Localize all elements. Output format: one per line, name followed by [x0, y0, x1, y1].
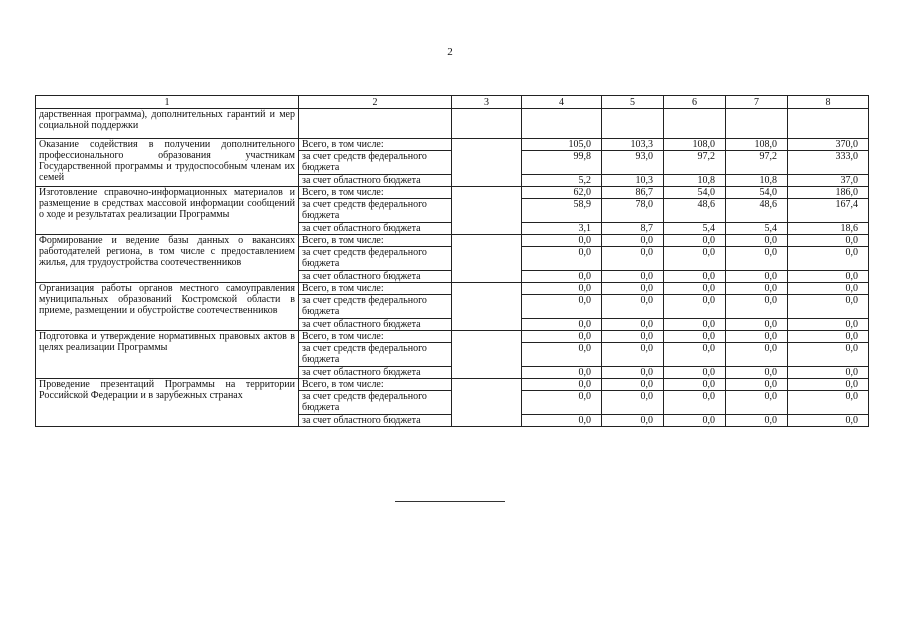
- amount-cell: 0,0: [788, 283, 869, 295]
- empty-cell: [664, 109, 726, 139]
- amount-cell: 0,0: [788, 235, 869, 247]
- header-cell: 3: [452, 96, 522, 109]
- continuation-text: дарственная программа), дополнительных гарантий и мер социальной поддержки: [36, 109, 299, 139]
- header-cell: 4: [522, 96, 602, 109]
- table-body: [36, 96, 869, 427]
- amount-cell: 108,0: [664, 139, 726, 151]
- activity-description: Формирование и ведение базы данных о вакансиях работодателей региона, в том числе с предоставлением жилья, для трудоустройства соотечественников: [36, 235, 299, 283]
- amount-cell: 0,0: [522, 235, 602, 247]
- amount-cell: 99,8: [522, 151, 602, 175]
- amount-cell: 0,0: [726, 343, 788, 367]
- table-row: [36, 139, 869, 151]
- empty-cell: [602, 109, 664, 139]
- amount-cell: 0,0: [726, 247, 788, 271]
- funding-source: за счет областного бюджета: [299, 415, 452, 427]
- funding-source: за счет средств федерального бюджета: [299, 391, 452, 415]
- amount-cell: 0,0: [602, 379, 664, 391]
- budget-table: [35, 95, 869, 427]
- table-row: [36, 379, 869, 391]
- amount-cell: 78,0: [602, 199, 664, 223]
- amount-cell: 0,0: [522, 391, 602, 415]
- funding-source: за счет областного бюджета: [299, 175, 452, 187]
- table-header-row: [36, 96, 869, 109]
- amount-cell: 0,0: [664, 367, 726, 379]
- amount-cell: 0,0: [602, 247, 664, 271]
- funding-source: за счет средств федерального бюджета: [299, 151, 452, 175]
- amount-cell: 0,0: [522, 319, 602, 331]
- amount-cell: 0,0: [726, 283, 788, 295]
- amount-cell: 0,0: [522, 379, 602, 391]
- amount-cell: 0,0: [664, 343, 726, 367]
- amount-cell: 0,0: [522, 247, 602, 271]
- amount-cell: 97,2: [664, 151, 726, 175]
- amount-cell: 0,0: [788, 343, 869, 367]
- amount-cell: 5,4: [726, 223, 788, 235]
- amount-cell: 18,6: [788, 223, 869, 235]
- funding-source: Всего, в том числе:: [299, 139, 452, 151]
- column-3-cell: [452, 235, 522, 283]
- amount-cell: 0,0: [522, 415, 602, 427]
- funding-source: за счет областного бюджета: [299, 271, 452, 283]
- activity-description: Подготовка и утверждение нормативных правовых актов в целях реализации Программы: [36, 331, 299, 379]
- amount-cell: 8,7: [602, 223, 664, 235]
- amount-cell: 10,3: [602, 175, 664, 187]
- amount-cell: 0,0: [726, 415, 788, 427]
- amount-cell: 0,0: [602, 391, 664, 415]
- amount-cell: 0,0: [664, 319, 726, 331]
- amount-cell: 0,0: [602, 271, 664, 283]
- amount-cell: 370,0: [788, 139, 869, 151]
- activity-description: Организация работы органов местного самоуправления муниципальных образований Костромской области в приеме, размещении и обустройстве соотечественников: [36, 283, 299, 331]
- column-3-cell: [452, 283, 522, 331]
- column-3-cell: [452, 187, 522, 235]
- page-number: 2: [447, 46, 453, 58]
- funding-source: Всего, в том числе:: [299, 379, 452, 391]
- amount-cell: 97,2: [726, 151, 788, 175]
- empty-cell: [726, 109, 788, 139]
- column-3-cell: [452, 139, 522, 187]
- column-3-cell: [452, 379, 522, 427]
- amount-cell: 0,0: [522, 271, 602, 283]
- amount-cell: 103,3: [602, 139, 664, 151]
- amount-cell: 0,0: [522, 295, 602, 319]
- amount-cell: 0,0: [788, 391, 869, 415]
- amount-cell: 0,0: [726, 379, 788, 391]
- funding-source: Всего, в том числе:: [299, 331, 452, 343]
- amount-cell: 0,0: [664, 331, 726, 343]
- amount-cell: 0,0: [726, 331, 788, 343]
- amount-cell: 167,4: [788, 199, 869, 223]
- amount-cell: 0,0: [664, 391, 726, 415]
- funding-source: за счет средств федерального бюджета: [299, 343, 452, 367]
- amount-cell: 0,0: [602, 331, 664, 343]
- empty-cell: [452, 109, 522, 139]
- amount-cell: 0,0: [788, 379, 869, 391]
- funding-source: за счет средств федерального бюджета: [299, 295, 452, 319]
- bottom-rule: [395, 501, 505, 502]
- amount-cell: 58,9: [522, 199, 602, 223]
- table-row: [36, 331, 869, 343]
- amount-cell: 186,0: [788, 187, 869, 199]
- table-row: [36, 283, 869, 295]
- header-cell: 8: [788, 96, 869, 109]
- amount-cell: 0,0: [664, 415, 726, 427]
- amount-cell: 0,0: [788, 331, 869, 343]
- amount-cell: 0,0: [664, 295, 726, 319]
- amount-cell: 0,0: [522, 343, 602, 367]
- empty-cell: [522, 109, 602, 139]
- amount-cell: 0,0: [788, 247, 869, 271]
- header-cell: 1: [36, 96, 299, 109]
- amount-cell: 5,4: [664, 223, 726, 235]
- funding-source: за счет средств федерального бюджета: [299, 247, 452, 271]
- amount-cell: 0,0: [664, 247, 726, 271]
- amount-cell: 0,0: [726, 235, 788, 247]
- table-row: [36, 187, 869, 199]
- amount-cell: 54,0: [726, 187, 788, 199]
- amount-cell: 0,0: [602, 283, 664, 295]
- funding-source: Всего, в том числе:: [299, 283, 452, 295]
- amount-cell: 0,0: [602, 235, 664, 247]
- amount-cell: 0,0: [788, 271, 869, 283]
- activity-description: Оказание содействия в получении дополнительного профессионального образования участникам Государственной программы и трудоспособным членам их семей: [36, 139, 299, 187]
- amount-cell: 86,7: [602, 187, 664, 199]
- header-cell: 7: [726, 96, 788, 109]
- funding-source: за счет областного бюджета: [299, 367, 452, 379]
- header-cell: 5: [602, 96, 664, 109]
- amount-cell: 0,0: [788, 415, 869, 427]
- funding-source: за счет средств федерального бюджета: [299, 199, 452, 223]
- amount-cell: 3,1: [522, 223, 602, 235]
- amount-cell: 10,8: [664, 175, 726, 187]
- amount-cell: 48,6: [726, 199, 788, 223]
- amount-cell: 0,0: [602, 367, 664, 379]
- amount-cell: 105,0: [522, 139, 602, 151]
- amount-cell: 37,0: [788, 175, 869, 187]
- amount-cell: 48,6: [664, 199, 726, 223]
- amount-cell: 10,8: [726, 175, 788, 187]
- activity-description: Изготовление справочно-информационных материалов и размещение в средствах массовой информации сообщений о ходе и результатах реализации Программы: [36, 187, 299, 235]
- amount-cell: 0,0: [664, 283, 726, 295]
- funding-source: Всего, в том числе:: [299, 235, 452, 247]
- amount-cell: 93,0: [602, 151, 664, 175]
- amount-cell: 0,0: [522, 283, 602, 295]
- activity-description: Проведение презентаций Программы на территории Российской Федерации и в зарубежных странах: [36, 379, 299, 427]
- amount-cell: 108,0: [726, 139, 788, 151]
- header-cell: 2: [299, 96, 452, 109]
- amount-cell: 0,0: [788, 319, 869, 331]
- amount-cell: 5,2: [522, 175, 602, 187]
- amount-cell: 62,0: [522, 187, 602, 199]
- amount-cell: 0,0: [522, 331, 602, 343]
- amount-cell: 0,0: [664, 379, 726, 391]
- amount-cell: 0,0: [664, 271, 726, 283]
- empty-cell: [788, 109, 869, 139]
- column-3-cell: [452, 331, 522, 379]
- empty-cell: [299, 109, 452, 139]
- header-cell: 6: [664, 96, 726, 109]
- amount-cell: 0,0: [726, 391, 788, 415]
- table-row: [36, 235, 869, 247]
- continuation-row: [36, 109, 869, 139]
- amount-cell: 54,0: [664, 187, 726, 199]
- amount-cell: 0,0: [788, 295, 869, 319]
- amount-cell: 0,0: [602, 343, 664, 367]
- funding-source: за счет областного бюджета: [299, 223, 452, 235]
- amount-cell: 0,0: [726, 271, 788, 283]
- amount-cell: 0,0: [726, 367, 788, 379]
- amount-cell: 0,0: [664, 235, 726, 247]
- amount-cell: 333,0: [788, 151, 869, 175]
- amount-cell: 0,0: [602, 415, 664, 427]
- amount-cell: 0,0: [726, 319, 788, 331]
- amount-cell: 0,0: [602, 295, 664, 319]
- funding-source: Всего, в том числе:: [299, 187, 452, 199]
- amount-cell: 0,0: [726, 295, 788, 319]
- funding-source: за счет областного бюджета: [299, 319, 452, 331]
- amount-cell: 0,0: [522, 367, 602, 379]
- amount-cell: 0,0: [602, 319, 664, 331]
- amount-cell: 0,0: [788, 367, 869, 379]
